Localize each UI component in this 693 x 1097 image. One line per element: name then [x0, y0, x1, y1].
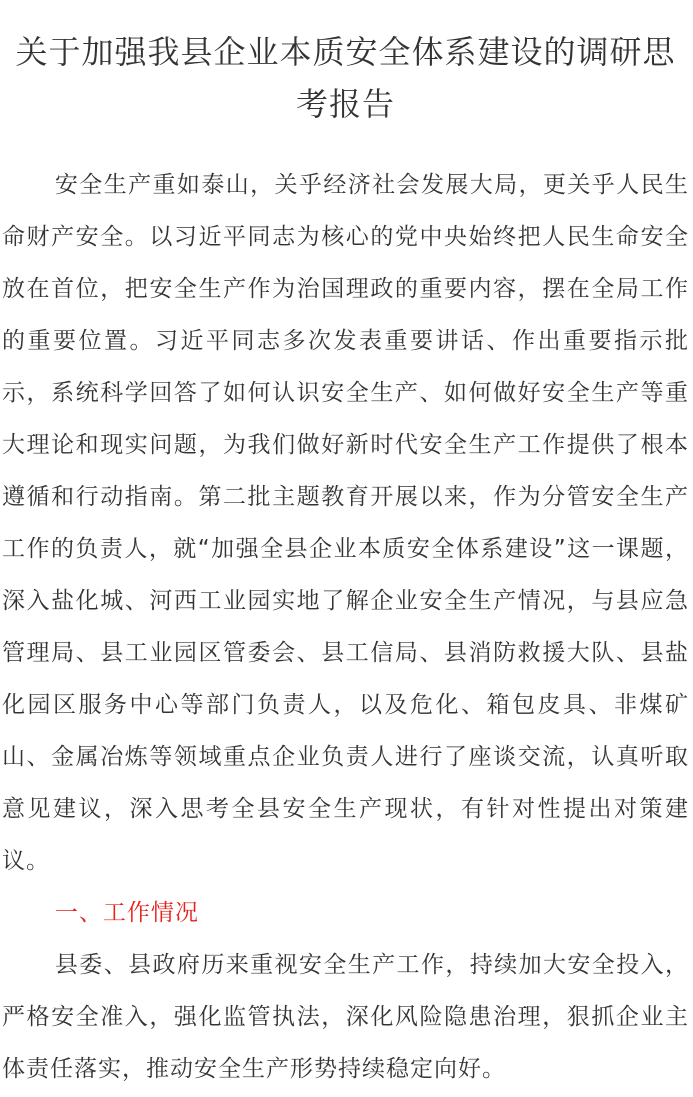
document-title: 关于加强我县企业本质安全体系建设的调研思考报告 — [15, 33, 676, 123]
section-heading-work-status: 一、工作情况 — [54, 900, 199, 926]
intro-paragraph: 安全生产重如泰山，关乎经济社会发展大局，更关乎人民生命财产安全。以习近平同志为核心的党中央始终把人民生命安全放在首位，把安全生产作为治国理政的重要内容，摆在全局工作的重要位置。习近平同志多次发表重要讲话、作出重要指示批示，系统科学回答了如何认识安全生产、如何做好安全生产等重大理论和现实问题，为我们做好新时代安全生产工作提供了根本遵循和行动指南。第二批主题教育开展以来，作为分管安全生产工作的负责人，就“加强全县企业本质安全体系建设”这一课题，深入盐化城、河西工业园实地了解企业安全生产情况，与县应急管理局、县工业园区管委会、县工信局、县消防救援大队、县盐化园区服务中心等部门负责人，以及危化、箱包皮具、非煤矿山、金属冶炼等领域重点企业负责人进行了座谈交流，认真听取意见建议，深入思考全县安全生产现状，有针对性提出对策建议。 — [2, 172, 689, 874]
section-paragraph: 县委、县政府历来重视安全生产工作，持续加大安全投入，严格安全准入，强化监管执法，深化风险隐患治理，狠抓企业主体责任落实，推动安全生产形势持续稳定向好。 — [2, 952, 689, 1082]
document-body — [2, 159, 689, 1095]
